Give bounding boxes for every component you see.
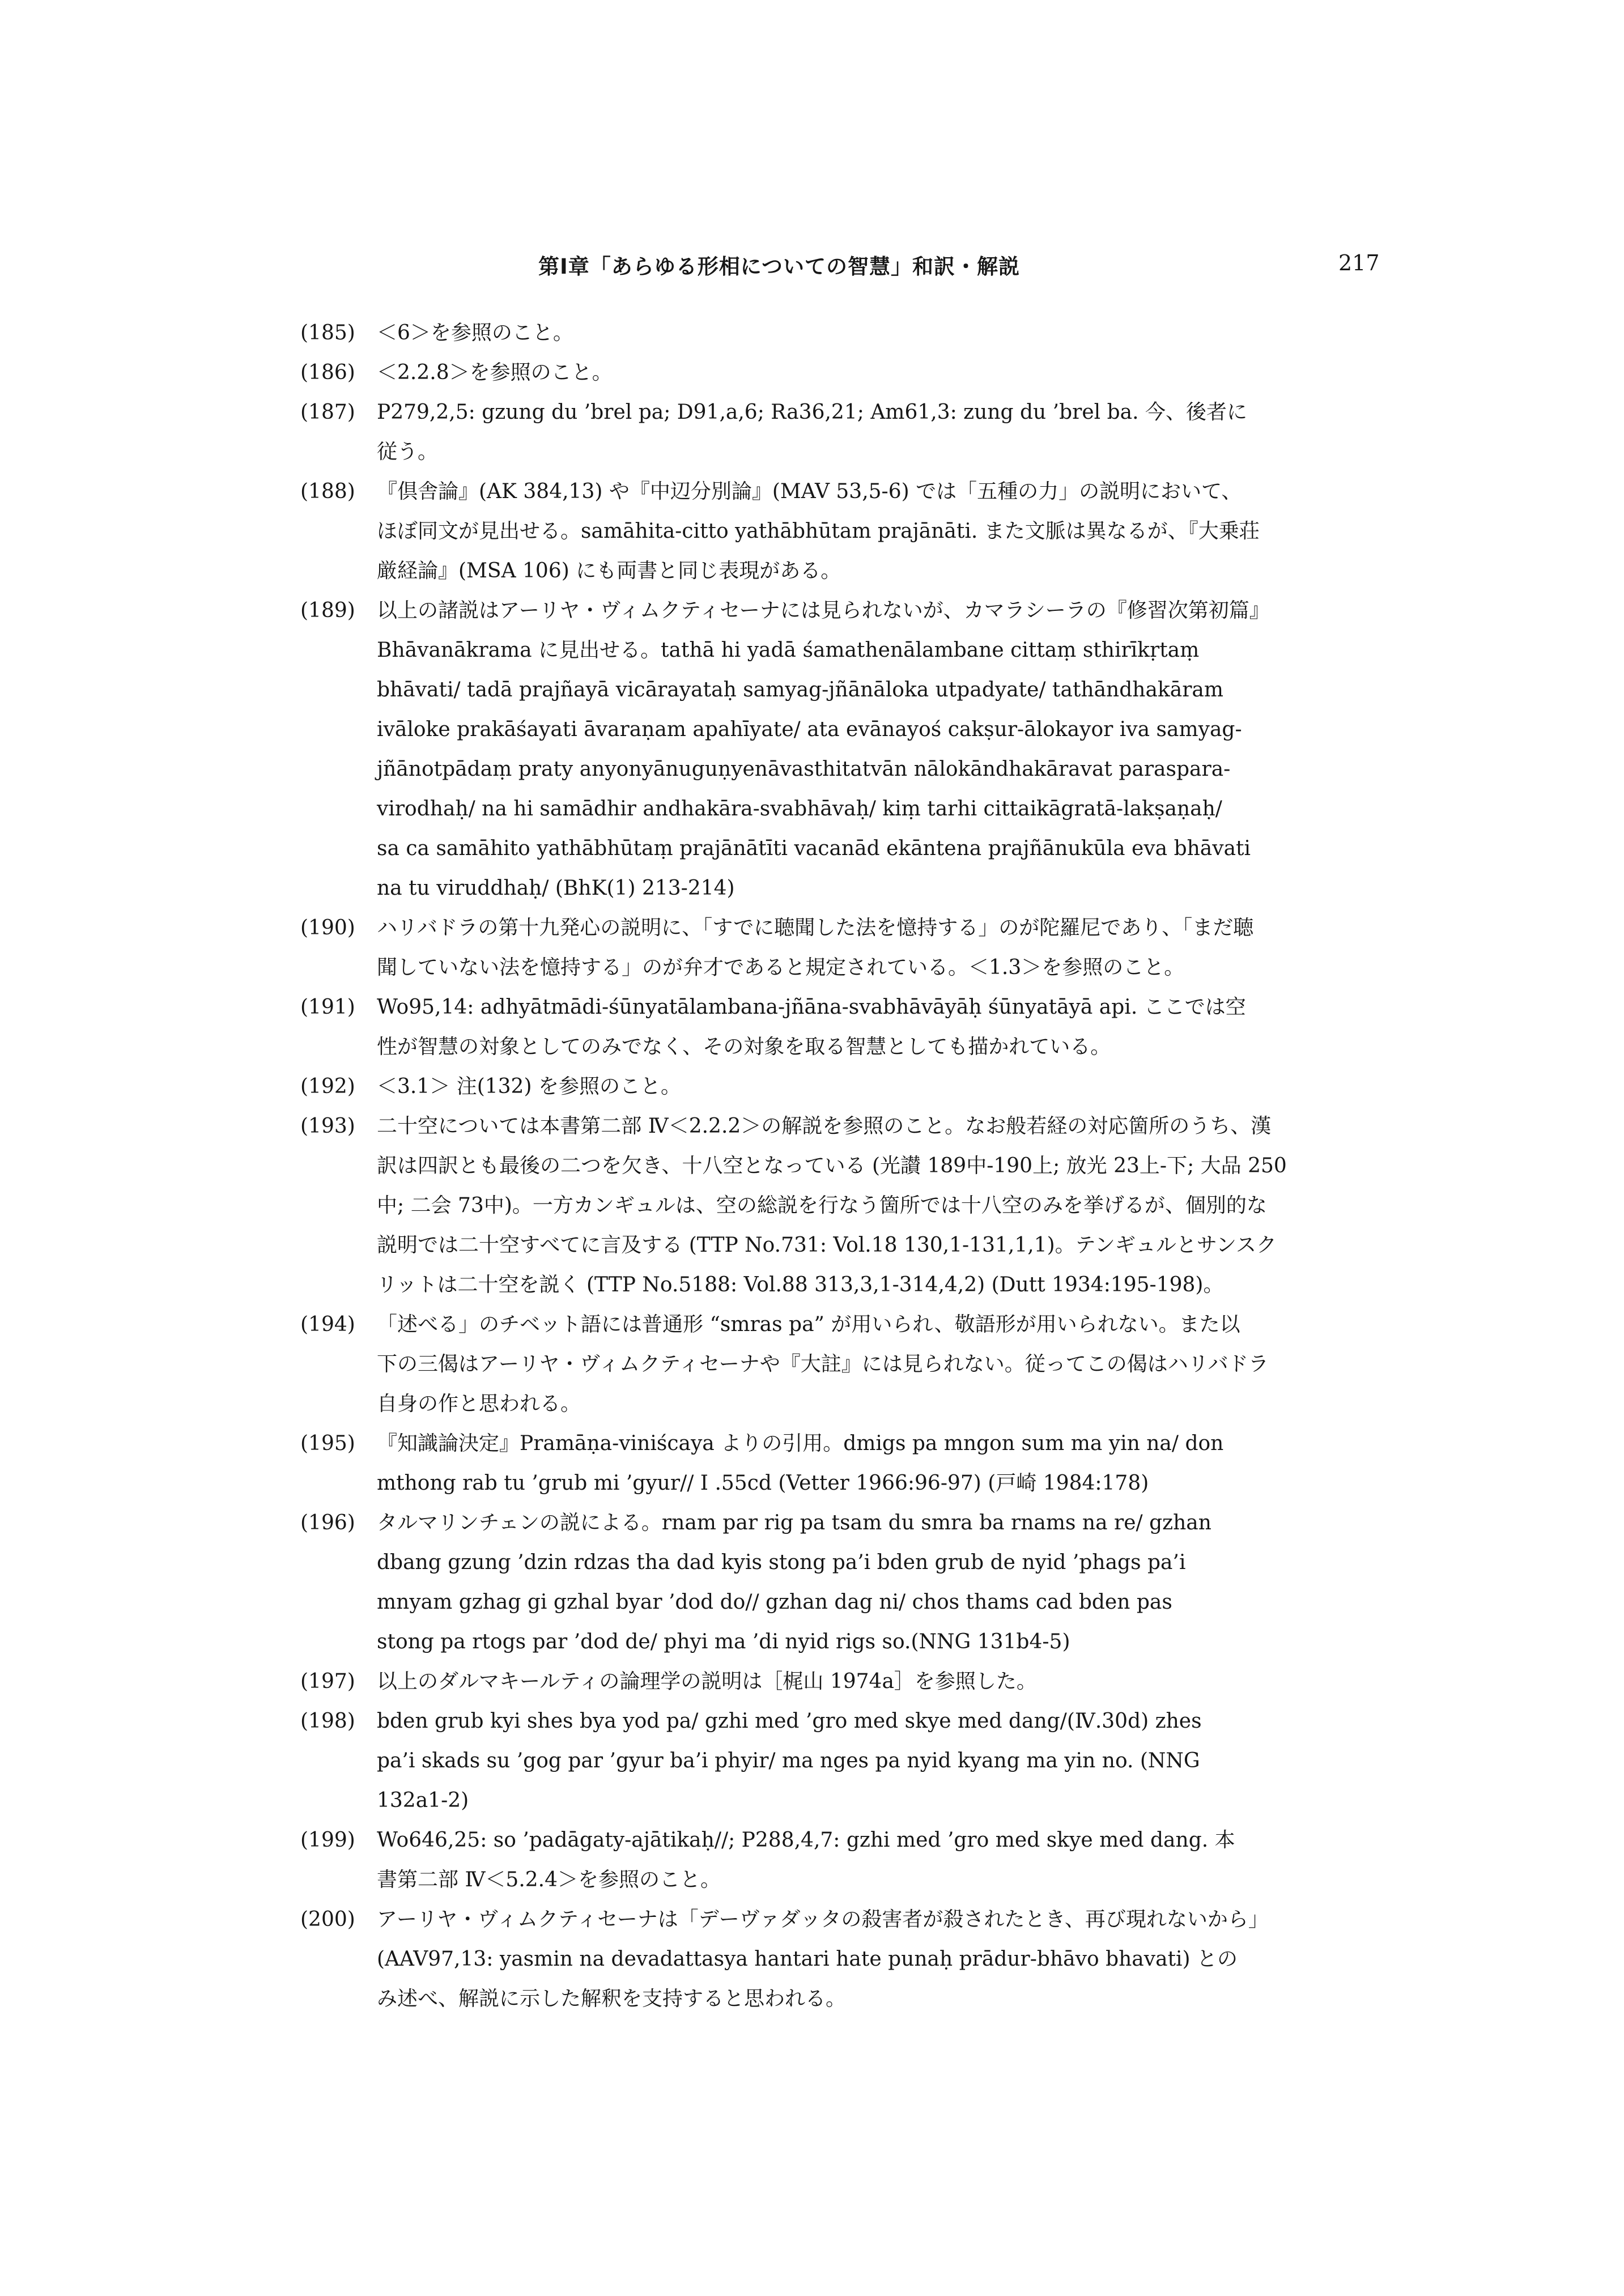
endnote-line: stong pa rtogs par ’dod de/ phyi ma ’di nyid rigs so.(NNG 131b4-5) xyxy=(377,1630,1070,1653)
endnote-line: jñānotpādaṃ praty anyonyānuguṇyenāvasthitatvān nālokāndhakāravat paraspara- xyxy=(377,758,1231,781)
endnote-text xyxy=(377,1503,1405,1662)
endnote-text xyxy=(377,1662,1405,1702)
endnote-line: bden grub kyi shes bya yod pa/ gzhi med ’gro med skye med dang/(Ⅳ.30d) zhes xyxy=(377,1710,1202,1733)
endnote-line: virodhaḥ/ na hi samādhir andhakāra-svabhāvaḥ/ kiṃ tarhi cittaikāgratā-lakṣaṇaḥ/ xyxy=(377,797,1222,820)
endnote-text xyxy=(377,393,1405,472)
endnote-text xyxy=(377,1702,1405,1821)
endnote xyxy=(300,472,1405,591)
endnote xyxy=(300,1821,1405,1900)
endnote-line: na tu viruddhaḥ/ (BhK(1) 213-214) xyxy=(377,877,735,900)
endnote-line: mnyam gzhag gi gzhal byar ’dod do// gzhan dag ni/ chos thams cad bden pas xyxy=(377,1591,1172,1614)
endnote-line: ほぼ同文が見出せる。samāhita-citto yathābhūtam prajānāti. また文脈は異なるが、『大乗荘 xyxy=(377,520,1260,543)
endnote-number: (186) xyxy=(300,361,355,384)
running-head: 第Ⅰ章「あらゆる形相についての智慧」和訳・解説 xyxy=(538,254,1021,279)
endnote-text xyxy=(377,472,1405,591)
endnote xyxy=(300,988,1405,1067)
endnote-number: (185) xyxy=(300,321,355,345)
endnote-text xyxy=(377,591,1405,908)
endnote-number: (196) xyxy=(300,1511,355,1534)
endnote-line: pa’i skads su ’gog par ’gyur ba’i phyir/ ma nges pa nyid kyang ma yin no. (NNG xyxy=(377,1749,1200,1772)
endnote-line: ＜2.2.8＞を参照のこと。 xyxy=(377,361,613,384)
endnote-line: Wo646,25: so ’padāgaty-ajātikaḥ//; P288,4,7: gzhi med ’gro med skye med dang. 本 xyxy=(377,1829,1235,1852)
endnote-line: タルマリンチェンの説による。rnam par rig pa tsam du smra ba rnams na re/ gzhan xyxy=(377,1511,1211,1534)
endnote-line: P279,2,5: gzung du ’brel pa; D91,a,6; Ra36,21; Am61,3: zung du ’brel ba. 今、後者に xyxy=(377,401,1248,424)
endnote-line: Bhāvanākrama に見出せる。tathā hi yadā śamathenālambane cittaṃ sthirīkṛtaṃ xyxy=(377,639,1200,662)
endnote xyxy=(300,1305,1405,1424)
endnote-line: ivāloke prakāśayati āvaraṇam apahīyate/ ata evānayoś cakṣur-ālokayor iva samyag- xyxy=(377,718,1242,741)
endnote-line: 従う。 xyxy=(377,440,439,464)
endnote-text xyxy=(377,908,1405,988)
endnote-line: dbang gzung ’dzin rdzas tha dad kyis stong pa’i bden grub de nyid ’phags pa’i xyxy=(377,1551,1186,1574)
endnote xyxy=(300,1900,1405,2019)
endnote-line: 聞していない法を憶持する」のが弁才であると規定されている。＜1.3＞を参照のこと。 xyxy=(377,956,1185,979)
endnote xyxy=(300,591,1405,908)
endnote-text xyxy=(377,1305,1405,1424)
endnote xyxy=(300,908,1405,988)
endnote-line: 132a1-2) xyxy=(377,1789,469,1812)
endnote-text xyxy=(377,1107,1405,1305)
endnote xyxy=(300,353,1405,393)
endnote-line: Wo95,14: adhyātmādi-śūnyatālambana-jñāna-svabhāvāyāḥ śūnyatāyā api. ここでは空 xyxy=(377,996,1246,1019)
endnote-line: 厳経論』(MSA 106) にも両書と同じ表現がある。 xyxy=(377,559,841,582)
endnote-line: 中; 二会 73中)。一方カンギュルは、空の総説を行なう箇所では十八空のみを挙げるが、個別的な xyxy=(377,1194,1267,1217)
endnote-line: アーリヤ・ヴィムクティセーナは「デーヴァダッタの殺害者が殺されたとき、再び現れないから」 xyxy=(377,1908,1269,1931)
endnote-line: ＜6＞を参照のこと。 xyxy=(377,321,573,345)
endnote xyxy=(300,393,1405,472)
endnotes-list xyxy=(300,313,1405,2019)
endnote xyxy=(300,1662,1405,1702)
endnote-line: ハリバドラの第十九発心の説明に、「すでに聴聞した法を憶持する」のが陀羅尼であり、「まだ聴 xyxy=(377,916,1254,939)
endnote-number: (197) xyxy=(300,1670,355,1693)
endnote-number: (192) xyxy=(300,1075,355,1098)
endnote-line: 『知識論決定』Pramāṇa-viniścaya よりの引用。dmigs pa mngon sum ma yin na/ don xyxy=(377,1432,1224,1455)
endnote-line: み述べ、解説に示した解釈を支持すると思われる。 xyxy=(377,1987,847,2010)
endnote-number: (199) xyxy=(300,1829,355,1852)
endnote-line: 以上のダルマキールティの論理学の説明は［梶山 1974a］を参照した。 xyxy=(377,1670,1037,1693)
endnote-line: ＜3.1＞ 注(132) を参照のこと。 xyxy=(377,1075,681,1098)
endnote xyxy=(300,1503,1405,1662)
endnote-line: 書第二部 Ⅳ＜5.2.4＞を参照のこと。 xyxy=(377,1868,721,1891)
endnote-text xyxy=(377,313,1405,353)
endnote-number: (191) xyxy=(300,996,355,1019)
endnote xyxy=(300,1424,1405,1503)
endnote-text xyxy=(377,1821,1405,1900)
endnote xyxy=(300,313,1405,353)
endnote-line: 『倶舎論』(AK 384,13) や『中辺分別論』(MAV 53,5-6) では「五種の力」の説明において、 xyxy=(377,480,1242,503)
endnote-line: 自身の作と思われる。 xyxy=(377,1392,581,1415)
endnote-line: 二十空については本書第二部 Ⅳ＜2.2.2＞の解説を参照のこと。なお般若経の対応箇所のうち、漢 xyxy=(377,1115,1272,1138)
endnote-number: (188) xyxy=(300,480,355,503)
endnote xyxy=(300,1067,1405,1107)
endnote-line: 下の三偈はアーリヤ・ヴィムクティセーナや『大註』には見られない。従ってこの偈はハリバドラ xyxy=(377,1353,1269,1376)
endnote-number: (194) xyxy=(300,1313,355,1336)
endnote-text xyxy=(377,353,1405,393)
endnote-text xyxy=(377,1067,1405,1107)
endnote-text xyxy=(377,1900,1405,2019)
endnote xyxy=(300,1702,1405,1821)
endnote-number: (190) xyxy=(300,916,355,939)
endnote-line: 「述べる」のチベット語には普通形 “smras pa” が用いられ、敬語形が用いられない。また以 xyxy=(377,1313,1240,1336)
endnote-number: (187) xyxy=(300,401,355,424)
endnote-line: 説明では二十空すべてに言及する (TTP No.731: Vol.18 130,1-131,1,1)。テンギュルとサンスク xyxy=(377,1234,1277,1257)
endnote-line: 性が智慧の対象としてのみでなく、その対象を取る智慧としても描かれている。 xyxy=(377,1035,1111,1058)
endnote-number: (195) xyxy=(300,1432,355,1455)
endnote-line: リットは二十空を説く (TTP No.5188: Vol.88 313,3,1-314,4,2) (Dutt 1934:195-198)。 xyxy=(377,1273,1224,1296)
endnote-number: (193) xyxy=(300,1115,355,1138)
endnote-line: mthong rab tu ’grub mi ’gyur// I .55cd (Vetter 1966:96-97) (戸崎 1984:178) xyxy=(377,1472,1149,1495)
endnote-text xyxy=(377,1424,1405,1503)
endnote-number: (200) xyxy=(300,1908,355,1931)
endnote-line: (AAV97,13: yasmin na devadattasya hantari hate punaḥ prādur-bhāvo bhavati) との xyxy=(377,1948,1238,1971)
endnote-number: (198) xyxy=(300,1710,355,1733)
endnote xyxy=(300,1107,1405,1305)
endnote-line: bhāvati/ tadā prajñayā vicārayataḥ samyag-jñānāloka utpadyate/ tathāndhakāram xyxy=(377,678,1224,701)
endnote-text xyxy=(377,988,1405,1067)
endnote-line: 訳は四訳とも最後の二つを欠き、十八空となっている (光讃 189中-190上; 放光 23上-下; 大品 250 xyxy=(377,1154,1287,1177)
endnote-number: (189) xyxy=(300,599,355,622)
page-number: 217 xyxy=(1338,250,1380,275)
endnote-line: 以上の諸説はアーリヤ・ヴィムクティセーナには見られないが、カマラシーラの『修習次第初篇』 xyxy=(377,599,1270,622)
endnote-line: sa ca samāhito yathābhūtaṃ prajānātīti vacanād ekāntena prajñānukūla eva bhāvati xyxy=(377,837,1251,860)
